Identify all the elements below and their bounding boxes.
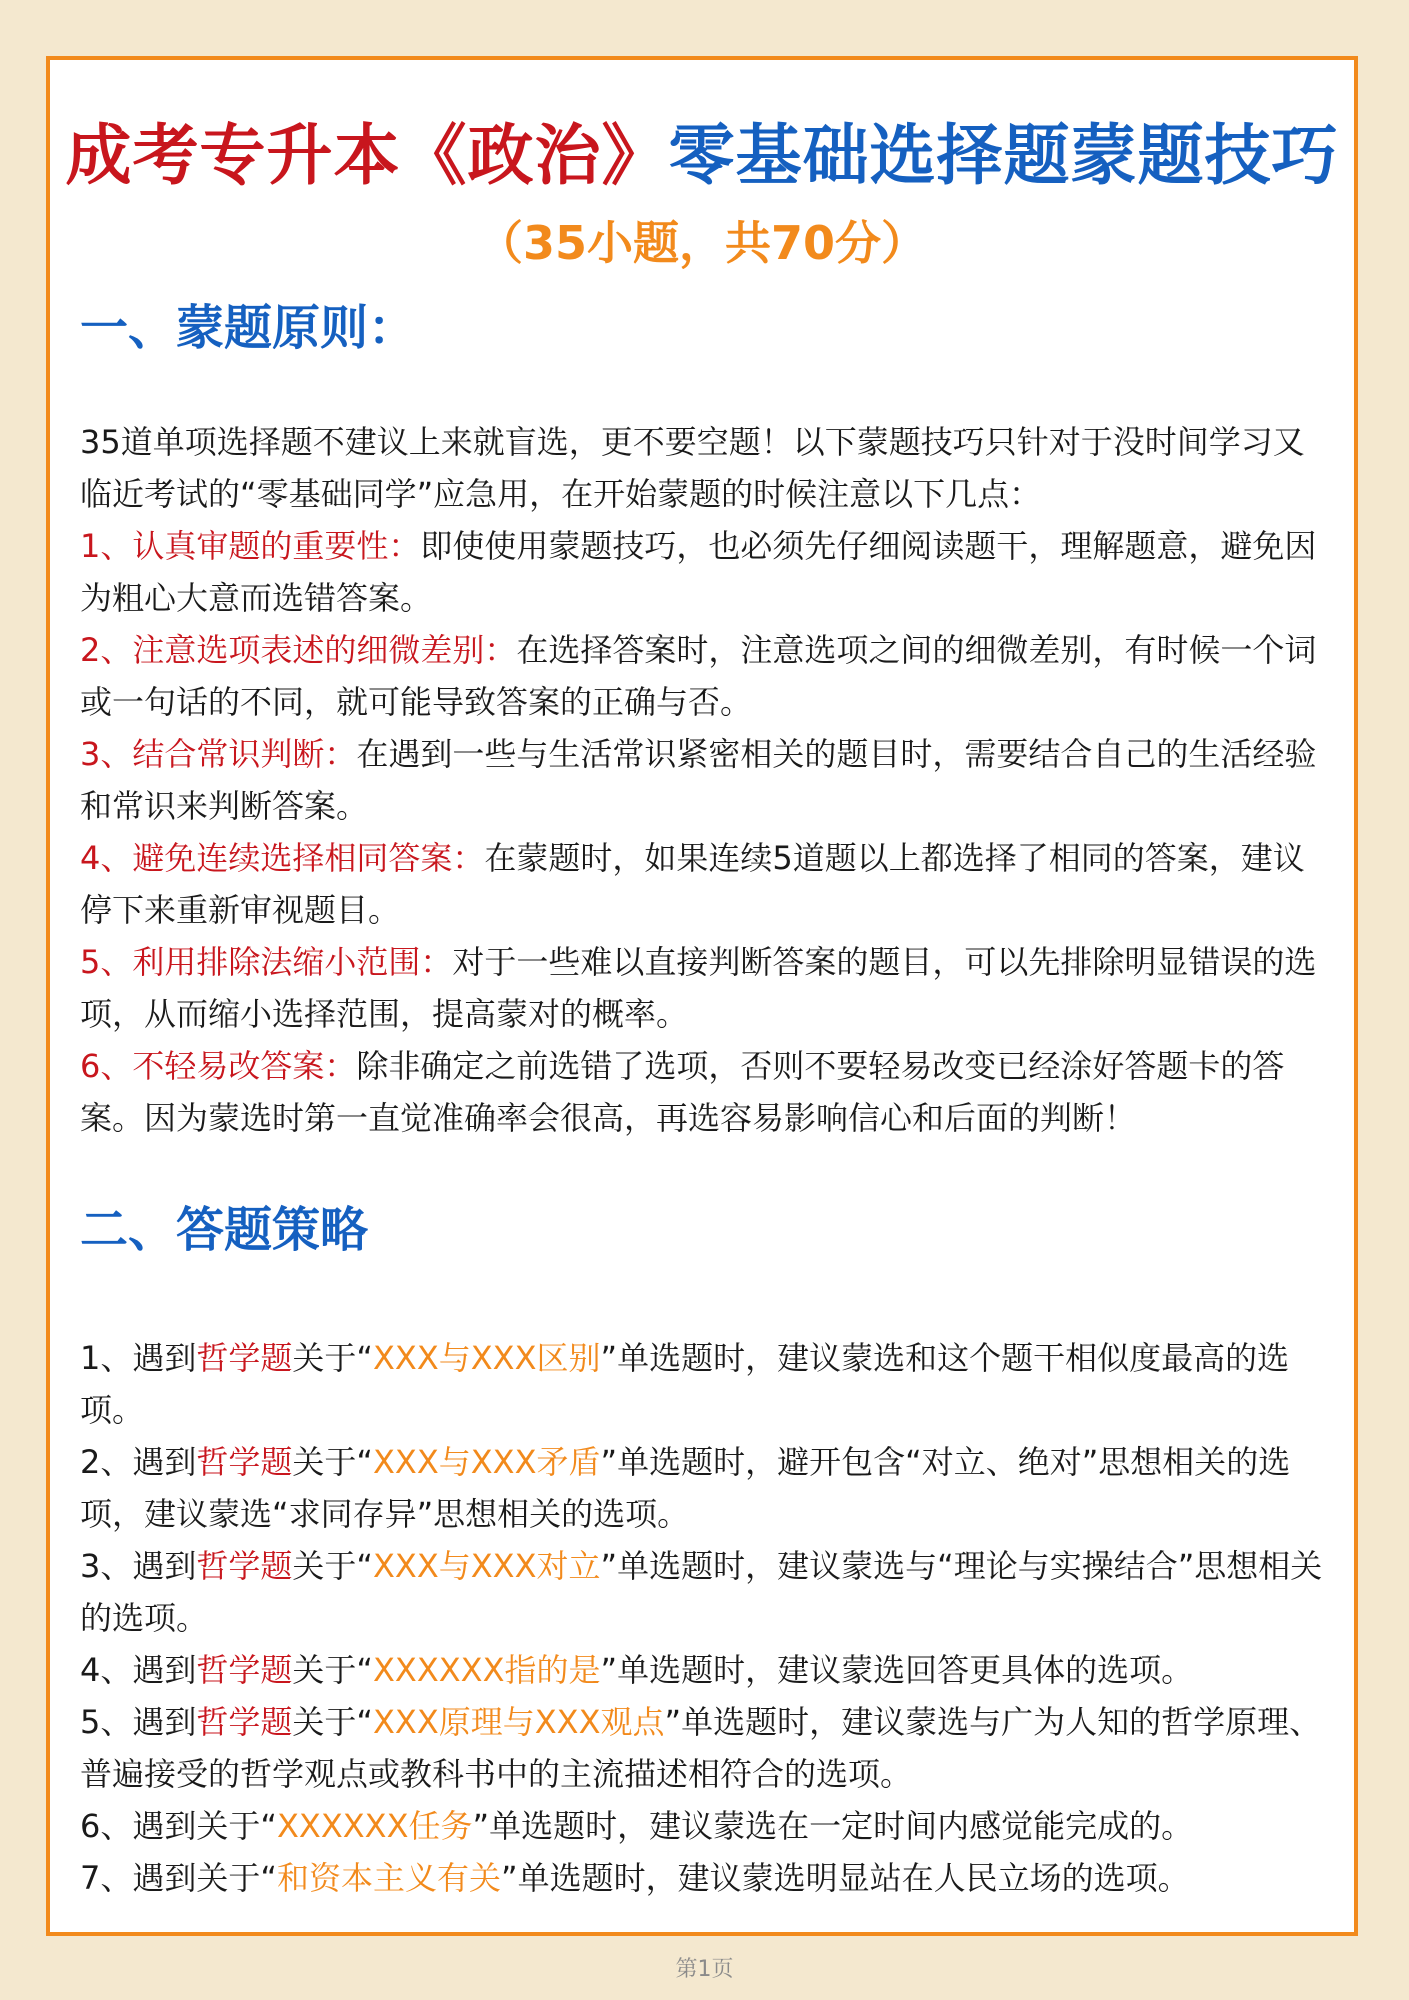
principle-item	[80, 728, 1330, 832]
principle-text: 在遇到一些与生活常识紧密相关的题目时，需要结合自己的生活经验和常识来判断答案。	[80, 735, 1317, 825]
principle-label: 2、注意选项表述的细微差别：	[80, 631, 517, 669]
strategy-item	[80, 1852, 1330, 1904]
strategy-mid: 关于“	[196, 1807, 277, 1845]
page-subtitle: （35小题，共70分）	[476, 216, 928, 270]
strategy-item	[80, 1436, 1330, 1540]
principle-item	[80, 1040, 1330, 1144]
principle-text: 即使使用蒙题技巧，也必须先仔细阅读题干，理解题意，避免因为粗心大意而选错答案。	[80, 527, 1317, 617]
strategy-suffix: ”单选题时，建议蒙选和这个题干相似度最高的选项。	[80, 1339, 1290, 1429]
principle-text: 在蒙题时，如果连续5道题以上都选择了相同的答案，建议停下来重新审视题目。	[80, 839, 1305, 929]
strategy-topic: XXXXXX任务	[276, 1807, 473, 1845]
strategy-topic: XXX与XXX区别	[372, 1339, 601, 1377]
strategy-suffix: ”单选题时，避开包含“对立、绝对”思想相关的选项，建议蒙选“求同存异”思想相关的选项。	[80, 1443, 1291, 1533]
principle-item	[80, 936, 1330, 1040]
strategy-topic: XXX与XXX对立	[372, 1547, 601, 1585]
strategy-suffix: ”单选题时，建议蒙选与广为人知的哲学原理、普遍接受的哲学观点或教科书中的主流描述相符合的选项。	[80, 1703, 1322, 1793]
section1-heading: 一、蒙题原则：	[80, 300, 417, 356]
strategy-prefix: 5、遇到	[80, 1703, 197, 1741]
strategy-suffix: ”单选题时，建议蒙选在一定时间内感觉能完成的。	[472, 1807, 1194, 1845]
strategy-topic: XXXXXX指的是	[372, 1651, 601, 1689]
strategy-topic: 和资本主义有关	[276, 1859, 501, 1897]
strategy-suffix: ”单选题时，建议蒙选与“理论与实操结合”思想相关的选项。	[80, 1547, 1323, 1637]
strategy-prefix: 4、遇到	[80, 1651, 197, 1689]
strategy-suffix: ”单选题时，建议蒙选明显站在人民立场的选项。	[500, 1859, 1190, 1897]
strategy-subject: 哲学题	[196, 1703, 293, 1741]
page-number: 第1页	[675, 1957, 734, 1982]
document-page	[46, 56, 1358, 1936]
principle-text: 在选择答案时，注意选项之间的细微差别，有时候一个词或一句话的不同，就可能导致答案的正确与否。	[80, 631, 1317, 721]
strategy-prefix: 3、遇到	[80, 1547, 197, 1585]
principle-text: 对于一些难以直接判断答案的题目，可以先排除明显错误的选项，从而缩小选择范围，提高蒙对的概率。	[80, 943, 1317, 1033]
strategy-item	[80, 1696, 1330, 1800]
principle-item	[80, 520, 1330, 624]
strategy-suffix: ”单选题时，建议蒙选回答更具体的选项。	[600, 1651, 1194, 1689]
strategy-mid: 关于“	[196, 1859, 277, 1897]
strategy-item	[80, 1644, 1330, 1696]
section1-intro: 35道单项选择题不建议上来就盲选，更不要空题！以下蒙题技巧只针对于没时间学习又临近考试的“零基础同学”应急用，在开始蒙题的时候注意以下几点：	[80, 423, 1305, 513]
strategy-item	[80, 1800, 1330, 1852]
section2-heading: 二、答题策略	[80, 1202, 369, 1258]
principle-label: 4、避免连续选择相同答案：	[80, 839, 485, 877]
principle-label: 1、认真审题的重要性：	[80, 527, 421, 565]
principle-label: 5、利用排除法缩小范围：	[80, 943, 453, 981]
section1-body	[80, 416, 1330, 1144]
strategy-prefix: 1、遇到	[80, 1339, 197, 1377]
strategy-subject: 哲学题	[196, 1443, 293, 1481]
title-part-red: 成考专升本《政治》	[65, 117, 669, 194]
strategy-item	[80, 1540, 1330, 1644]
principle-label: 6、不轻易改答案：	[80, 1047, 357, 1085]
title-part-blue: 零基础选择题蒙题技巧	[668, 117, 1339, 194]
principle-label: 3、结合常识判断：	[80, 735, 357, 773]
strategy-mid: 关于“	[292, 1547, 373, 1585]
strategy-subject: 哲学题	[196, 1547, 293, 1585]
principle-item	[80, 624, 1330, 728]
section2-body	[80, 1332, 1330, 1904]
strategy-subject: 哲学题	[196, 1339, 293, 1377]
strategy-prefix: 7、遇到	[80, 1859, 197, 1897]
principle-item	[80, 832, 1330, 936]
strategy-item	[80, 1332, 1330, 1436]
strategy-prefix: 6、遇到	[80, 1807, 197, 1845]
page-title	[50, 116, 1354, 195]
strategy-mid: 关于“	[292, 1339, 373, 1377]
strategy-mid: 关于“	[292, 1703, 373, 1741]
strategy-mid: 关于“	[292, 1651, 373, 1689]
strategy-prefix: 2、遇到	[80, 1443, 197, 1481]
strategy-subject: 哲学题	[196, 1651, 293, 1689]
strategy-topic: XXX原理与XXX观点	[372, 1703, 665, 1741]
principle-text: 除非确定之前选错了选项，否则不要轻易改变已经涂好答题卡的答案。因为蒙选时第一直觉准确率会很高，再选容易影响信心和后面的判断！	[80, 1047, 1285, 1137]
strategy-mid: 关于“	[292, 1443, 373, 1481]
strategy-topic: XXX与XXX矛盾	[372, 1443, 601, 1481]
